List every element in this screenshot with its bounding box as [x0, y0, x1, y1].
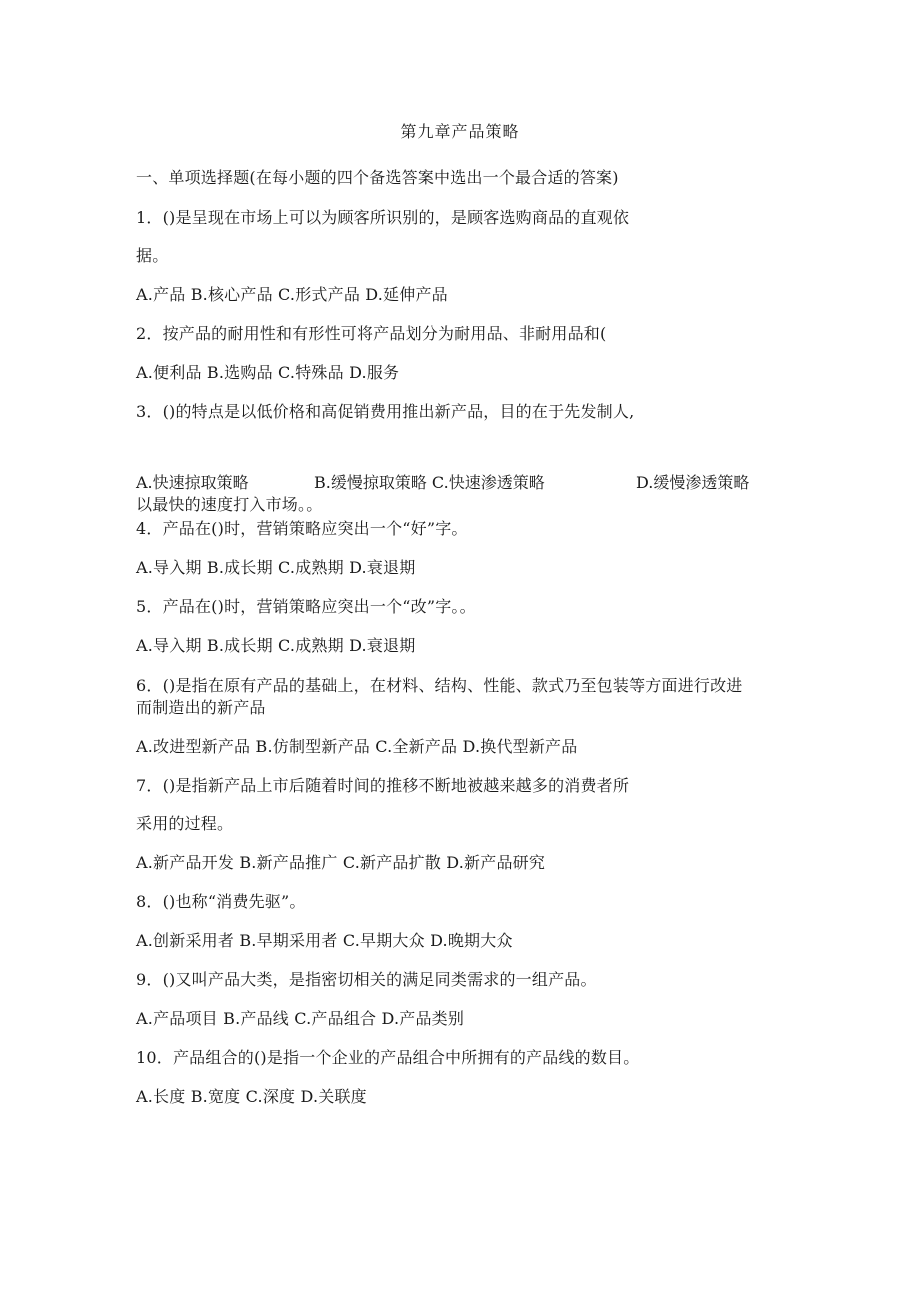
question-1-text: 1．()是呈现在市场上可以为顾客所识别的，是顾客选购商品的直观依: [136, 208, 630, 227]
question-1-text-cont: 据。: [136, 246, 169, 265]
question-9-options: A.产品项目 B.产品线 C.产品组合 D.产品类别: [136, 1009, 465, 1028]
question-3-text-cont: 以最快的速度打入市场。。: [136, 495, 323, 514]
question-8-text: 8．()也称“消费先驱”。: [136, 892, 306, 911]
question-6-text: 6．()是指在原有产品的基础上，在材料、结构、性能、款式乃至包装等方面进行改进: [136, 676, 743, 695]
question-10-text: 10．产品组合的()是指一个企业的产品组合中所拥有的产品线的数目。: [136, 1048, 640, 1067]
question-10-options: A.长度 B.宽度 C.深度 D.关联度: [136, 1087, 367, 1106]
question-2-options: A.便利品 B.选购品 C.特殊品 D.服务: [136, 363, 400, 382]
question-6-text-cont: 而制造出的新产品: [136, 698, 266, 717]
question-2-text: 2．按产品的耐用性和有形性可将产品划分为耐用品、非耐用品和(: [136, 324, 607, 343]
question-3-option-a: A.快速掠取策略: [136, 473, 249, 492]
question-1-options: A.产品 B.核心产品 C.形式产品 D.延伸产品: [136, 285, 448, 304]
section-heading: 一、单项选择题(在每小题的四个备选答案中选出一个最合适的答案): [136, 168, 619, 187]
question-4-text: 4．产品在()时，营销策略应突出一个“好”字。: [136, 519, 468, 538]
question-3-option-d: D.缓慢渗透策略: [636, 473, 750, 492]
question-7-text: 7．()是指新产品上市后随着时间的推移不断地被越来越多的消费者所: [136, 776, 630, 795]
question-5-text: 5．产品在()时，营销策略应突出一个“改”字。。: [136, 597, 476, 616]
question-3-option-b-c: B.缓慢掠取策略 C.快速渗透策略: [314, 473, 545, 492]
question-3-text: 3．()的特点是以低价格和高促销费用推出新产品，目的在于先发制人,: [136, 402, 635, 421]
question-8-options: A.创新采用者 B.早期采用者 C.早期大众 D.晚期大众: [136, 931, 513, 950]
question-7-options: A.新产品开发 B.新产品推广 C.新产品扩散 D.新产品研究: [136, 853, 546, 872]
question-9-text: 9．()又叫产品大类，是指密切相关的满足同类需求的一组产品。: [136, 970, 597, 989]
question-6-options: A.改进型新产品 B.仿制型新产品 C.全新产品 D.换代型新产品: [136, 737, 578, 756]
question-7-text-cont: 采用的过程。: [136, 814, 234, 833]
question-4-options: A.导入期 B.成长期 C.成熟期 D.衰退期: [136, 558, 416, 577]
question-5-options: A.导入期 B.成长期 C.成熟期 D.衰退期: [136, 636, 416, 655]
chapter-title: 第九章产品策略: [400, 122, 520, 141]
